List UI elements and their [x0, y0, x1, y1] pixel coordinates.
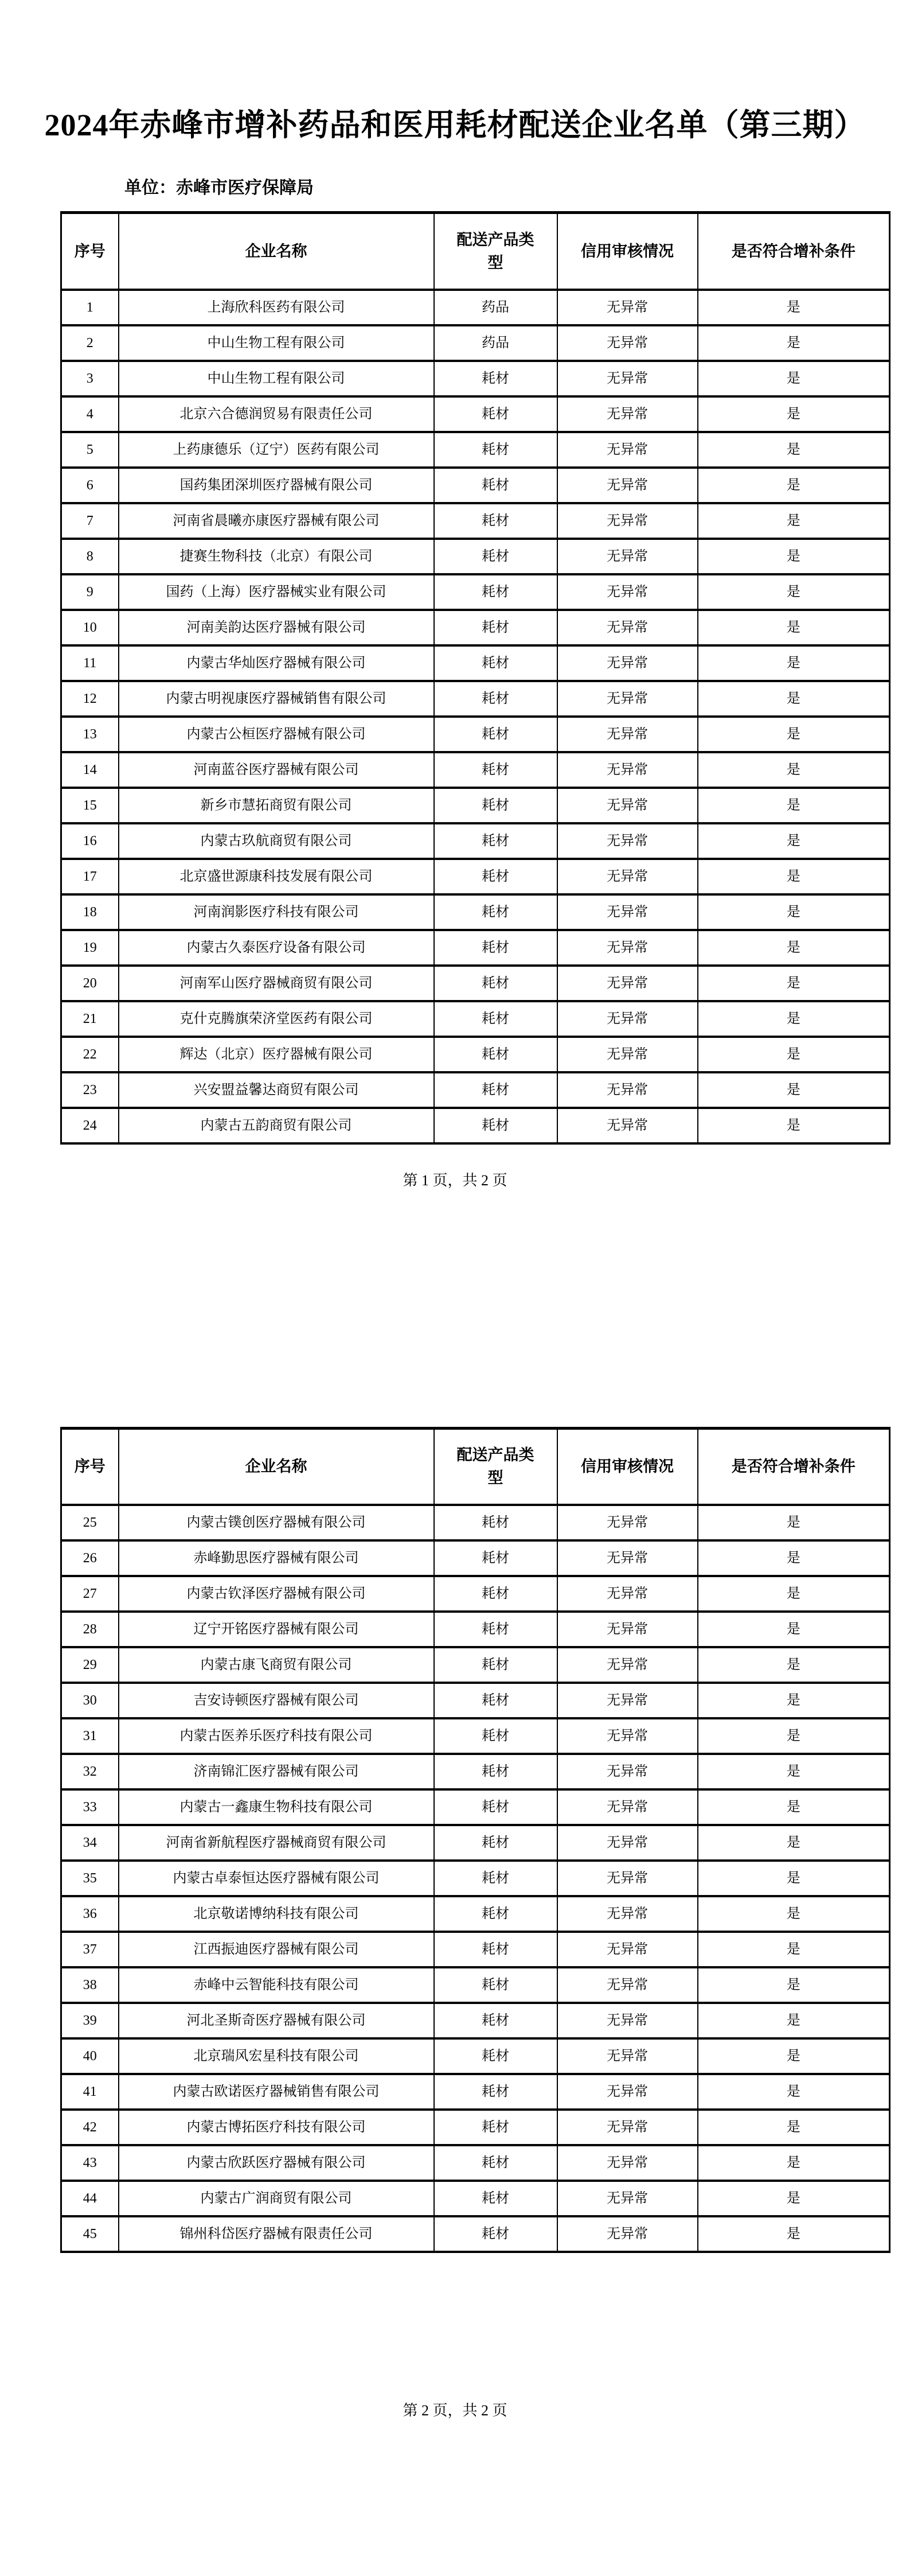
table-row: [61, 432, 890, 468]
table-body-page1: [61, 290, 890, 1143]
row-index: 7: [61, 503, 119, 539]
credit-status: 无异常: [557, 2145, 698, 2181]
meets-criteria: 是: [698, 2216, 890, 2252]
product-type: 耗材: [434, 503, 557, 539]
credit-status: 无异常: [557, 1647, 698, 1683]
meets-criteria: 是: [698, 1967, 890, 2003]
col-header-credit-status: 信用审核情况: [557, 213, 698, 290]
meets-criteria: 是: [698, 1037, 890, 1072]
meets-criteria: 是: [698, 1825, 890, 1861]
company-name: 辉达（北京）医疗器械有限公司: [119, 1037, 434, 1072]
table-row: [61, 1754, 890, 1789]
col-header-meets-criteria: 是否符合增补条件: [698, 1428, 890, 1505]
table-row: [61, 1001, 890, 1037]
company-name: 河北圣斯奇医疗器械有限公司: [119, 2003, 434, 2038]
row-index: 28: [61, 1612, 119, 1647]
meets-criteria: 是: [698, 717, 890, 752]
credit-status: 无异常: [557, 2110, 698, 2145]
table-row: [61, 574, 890, 610]
table-row: [61, 2038, 890, 2074]
meets-criteria: 是: [698, 2181, 890, 2216]
company-name: 兴安盟益馨达商贸有限公司: [119, 1072, 434, 1108]
product-type: 耗材: [434, 2074, 557, 2110]
product-type: 耗材: [434, 2003, 557, 2038]
table-row: [61, 966, 890, 1001]
table-header-row: [61, 213, 890, 290]
credit-status: 无异常: [557, 645, 698, 681]
row-index: 22: [61, 1037, 119, 1072]
company-name: 内蒙古广润商贸有限公司: [119, 2181, 434, 2216]
meets-criteria: 是: [698, 1612, 890, 1647]
meets-criteria: 是: [698, 2074, 890, 2110]
meets-criteria: 是: [698, 930, 890, 966]
table-row: [61, 894, 890, 930]
issuing-unit: 单位：赤峰市医疗保障局: [124, 178, 314, 197]
table-row: [61, 1576, 890, 1612]
meets-criteria: 是: [698, 1001, 890, 1037]
row-index: 11: [61, 645, 119, 681]
credit-status: 无异常: [557, 1505, 698, 1540]
product-type: 耗材: [434, 361, 557, 396]
table-row: [61, 396, 890, 432]
row-index: 6: [61, 468, 119, 503]
row-index: 27: [61, 1576, 119, 1612]
product-type: 药品: [434, 290, 557, 325]
product-type: 耗材: [434, 1789, 557, 1825]
company-name: 内蒙古卓泰恒达医疗器械有限公司: [119, 1861, 434, 1896]
credit-status: 无异常: [557, 823, 698, 859]
row-index: 44: [61, 2181, 119, 2216]
credit-status: 无异常: [557, 468, 698, 503]
company-name: 内蒙古公桓医疗器械有限公司: [119, 717, 434, 752]
table-row: [61, 2181, 890, 2216]
meets-criteria: 是: [698, 1647, 890, 1683]
credit-status: 无异常: [557, 1861, 698, 1896]
meets-criteria: 是: [698, 894, 890, 930]
credit-status: 无异常: [557, 610, 698, 645]
table-row: [61, 681, 890, 717]
row-index: 12: [61, 681, 119, 717]
credit-status: 无异常: [557, 2074, 698, 2110]
product-type: 耗材: [434, 1647, 557, 1683]
company-name: 内蒙古镤创医疗器械有限公司: [119, 1505, 434, 1540]
credit-status: 无异常: [557, 1967, 698, 2003]
col-header-meets-criteria: 是否符合增补条件: [698, 213, 890, 290]
product-type: 耗材: [434, 468, 557, 503]
meets-criteria: 是: [698, 325, 890, 361]
meets-criteria: 是: [698, 1789, 890, 1825]
row-index: 15: [61, 788, 119, 823]
row-index: 16: [61, 823, 119, 859]
col-header-index: 序号: [61, 1428, 119, 1505]
meets-criteria: 是: [698, 752, 890, 788]
meets-criteria: 是: [698, 1108, 890, 1143]
table-row: [61, 503, 890, 539]
company-name: 内蒙古欣跃医疗器械有限公司: [119, 2145, 434, 2181]
row-index: 31: [61, 1718, 119, 1754]
table-row: [61, 2003, 890, 2038]
company-name: 北京瑞风宏星科技有限公司: [119, 2038, 434, 2074]
meets-criteria: 是: [698, 1505, 890, 1540]
meets-criteria: 是: [698, 610, 890, 645]
meets-criteria: 是: [698, 2038, 890, 2074]
table-row: [61, 1932, 890, 1967]
col-header-company-name: 企业名称: [119, 213, 434, 290]
row-index: 14: [61, 752, 119, 788]
table-row: [61, 1896, 890, 1932]
company-name: 北京盛世源康科技发展有限公司: [119, 859, 434, 894]
product-type: 耗材: [434, 645, 557, 681]
product-type: 耗材: [434, 610, 557, 645]
table-body-page2: [61, 1505, 890, 2252]
meets-criteria: 是: [698, 290, 890, 325]
meets-criteria: 是: [698, 503, 890, 539]
row-index: 25: [61, 1505, 119, 1540]
table-row: [61, 1718, 890, 1754]
meets-criteria: 是: [698, 645, 890, 681]
company-name: 内蒙古久泰医疗设备有限公司: [119, 930, 434, 966]
credit-status: 无异常: [557, 930, 698, 966]
meets-criteria: 是: [698, 396, 890, 432]
credit-status: 无异常: [557, 1789, 698, 1825]
product-type: 耗材: [434, 539, 557, 574]
product-type: 耗材: [434, 1861, 557, 1896]
company-name: 中山生物工程有限公司: [119, 325, 434, 361]
product-type: 耗材: [434, 681, 557, 717]
meets-criteria: 是: [698, 432, 890, 468]
credit-status: 无异常: [557, 1037, 698, 1072]
col-header-company-name: 企业名称: [119, 1428, 434, 1505]
company-name: 河南美韵达医疗器械有限公司: [119, 610, 434, 645]
company-name: 国药集团深圳医疗器械有限公司: [119, 468, 434, 503]
row-index: 2: [61, 325, 119, 361]
company-name: 中山生物工程有限公司: [119, 361, 434, 396]
credit-status: 无异常: [557, 1001, 698, 1037]
company-name: 河南润影医疗科技有限公司: [119, 894, 434, 930]
product-type: 耗材: [434, 1540, 557, 1576]
credit-status: 无异常: [557, 1108, 698, 1143]
table-row: [61, 752, 890, 788]
product-type: 耗材: [434, 966, 557, 1001]
meets-criteria: 是: [698, 1896, 890, 1932]
company-name: 济南锦汇医疗器械有限公司: [119, 1754, 434, 1789]
credit-status: 无异常: [557, 1540, 698, 1576]
credit-status: 无异常: [557, 1612, 698, 1647]
table-row: [61, 1967, 890, 2003]
company-name: 新乡市慧拓商贸有限公司: [119, 788, 434, 823]
meets-criteria: 是: [698, 1754, 890, 1789]
table-row: [61, 1037, 890, 1072]
row-index: 38: [61, 1967, 119, 2003]
col-header-index: 序号: [61, 213, 119, 290]
product-type: 耗材: [434, 2216, 557, 2252]
product-type: 耗材: [434, 2110, 557, 2145]
meets-criteria: 是: [698, 2003, 890, 2038]
table-row: [61, 1505, 890, 1540]
company-name: 内蒙古五韵商贸有限公司: [119, 1108, 434, 1143]
row-index: 43: [61, 2145, 119, 2181]
row-index: 42: [61, 2110, 119, 2145]
col-header-product-type: 配送产品类型: [434, 1428, 557, 1505]
row-index: 32: [61, 1754, 119, 1789]
table-row: [61, 1647, 890, 1683]
meets-criteria: 是: [698, 1683, 890, 1718]
product-type: 耗材: [434, 1825, 557, 1861]
table-header-row: [61, 1428, 890, 1505]
companies-table-page1: [60, 211, 891, 1145]
product-type: 耗材: [434, 1001, 557, 1037]
col-header-product-type: 配送产品类型: [434, 213, 557, 290]
row-index: 1: [61, 290, 119, 325]
company-name: 内蒙古一鑫康生物科技有限公司: [119, 1789, 434, 1825]
table-row: [61, 1108, 890, 1143]
table-row: [61, 2110, 890, 2145]
company-name: 北京六合德润贸易有限责任公司: [119, 396, 434, 432]
product-type: 耗材: [434, 1896, 557, 1932]
table-row: [61, 645, 890, 681]
row-index: 40: [61, 2038, 119, 2074]
row-index: 21: [61, 1001, 119, 1037]
product-type: 耗材: [434, 894, 557, 930]
row-index: 17: [61, 859, 119, 894]
credit-status: 无异常: [557, 2003, 698, 2038]
meets-criteria: 是: [698, 1576, 890, 1612]
product-type: 耗材: [434, 432, 557, 468]
credit-status: 无异常: [557, 681, 698, 717]
table-row: [61, 823, 890, 859]
meets-criteria: 是: [698, 1072, 890, 1108]
product-type: 耗材: [434, 1108, 557, 1143]
meets-criteria: 是: [698, 1718, 890, 1754]
table-row: [61, 325, 890, 361]
credit-status: 无异常: [557, 1576, 698, 1612]
company-name: 捷赛生物科技（北京）有限公司: [119, 539, 434, 574]
product-type: 耗材: [434, 717, 557, 752]
product-type: 耗材: [434, 823, 557, 859]
meets-criteria: 是: [698, 361, 890, 396]
table-row: [61, 2145, 890, 2181]
product-type: 耗材: [434, 1683, 557, 1718]
row-index: 13: [61, 717, 119, 752]
row-index: 34: [61, 1825, 119, 1861]
row-index: 35: [61, 1861, 119, 1896]
row-index: 4: [61, 396, 119, 432]
companies-table-page2: [60, 1427, 891, 2254]
credit-status: 无异常: [557, 361, 698, 396]
product-type: 耗材: [434, 752, 557, 788]
row-index: 36: [61, 1896, 119, 1932]
table-row: [61, 361, 890, 396]
product-type: 耗材: [434, 1754, 557, 1789]
credit-status: 无异常: [557, 1825, 698, 1861]
credit-status: 无异常: [557, 290, 698, 325]
credit-status: 无异常: [557, 2216, 698, 2252]
credit-status: 无异常: [557, 859, 698, 894]
company-name: 内蒙古钦泽医疗器械有限公司: [119, 1576, 434, 1612]
table-row: [61, 930, 890, 966]
product-type: 耗材: [434, 859, 557, 894]
company-name: 内蒙古欧诺医疗器械销售有限公司: [119, 2074, 434, 2110]
row-index: 3: [61, 361, 119, 396]
meets-criteria: 是: [698, 539, 890, 574]
product-type: 耗材: [434, 1612, 557, 1647]
company-name: 克什克腾旗荣济堂医药有限公司: [119, 1001, 434, 1037]
credit-status: 无异常: [557, 2038, 698, 2074]
product-type: 耗材: [434, 1932, 557, 1967]
company-name: 吉安诗顿医疗器械有限公司: [119, 1683, 434, 1718]
meets-criteria: 是: [698, 1932, 890, 1967]
table-row: [61, 1789, 890, 1825]
credit-status: 无异常: [557, 574, 698, 610]
product-type: 耗材: [434, 2181, 557, 2216]
page-indicator-2: 第 2 页，共 2 页: [403, 2402, 507, 2419]
product-type: 耗材: [434, 1967, 557, 2003]
company-name: 内蒙古博拓医疗科技有限公司: [119, 2110, 434, 2145]
row-index: 37: [61, 1932, 119, 1967]
product-type: 耗材: [434, 1037, 557, 1072]
table-row: [61, 1861, 890, 1896]
company-name: 上海欣科医药有限公司: [119, 290, 434, 325]
meets-criteria: 是: [698, 859, 890, 894]
row-index: 5: [61, 432, 119, 468]
meets-criteria: 是: [698, 966, 890, 1001]
product-type: 耗材: [434, 2038, 557, 2074]
table-row: [61, 610, 890, 645]
col-header-credit-status: 信用审核情况: [557, 1428, 698, 1505]
page-indicator-1: 第 1 页，共 2 页: [403, 1172, 507, 1189]
company-name: 内蒙古医养乐医疗科技有限公司: [119, 1718, 434, 1754]
row-index: 41: [61, 2074, 119, 2110]
table-row: [61, 788, 890, 823]
credit-status: 无异常: [557, 717, 698, 752]
meets-criteria: 是: [698, 468, 890, 503]
company-name: 北京敬诺博纳科技有限公司: [119, 1896, 434, 1932]
company-name: 赤峰中云智能科技有限公司: [119, 1967, 434, 2003]
product-type: 耗材: [434, 2145, 557, 2181]
credit-status: 无异常: [557, 539, 698, 574]
credit-status: 无异常: [557, 1932, 698, 1967]
company-name: 河南省新航程医疗器械商贸有限公司: [119, 1825, 434, 1861]
company-name: 上药康德乐（辽宁）医药有限公司: [119, 432, 434, 468]
row-index: 39: [61, 2003, 119, 2038]
product-type: 耗材: [434, 788, 557, 823]
credit-status: 无异常: [557, 1072, 698, 1108]
company-name: 内蒙古康飞商贸有限公司: [119, 1647, 434, 1683]
meets-criteria: 是: [698, 1540, 890, 1576]
row-index: 24: [61, 1108, 119, 1143]
row-index: 19: [61, 930, 119, 966]
product-type: 耗材: [434, 930, 557, 966]
table-row: [61, 290, 890, 325]
credit-status: 无异常: [557, 325, 698, 361]
company-name: 江西振迪医疗器械有限公司: [119, 1932, 434, 1967]
product-type: 耗材: [434, 1072, 557, 1108]
meets-criteria: 是: [698, 823, 890, 859]
row-index: 29: [61, 1647, 119, 1683]
product-type: 耗材: [434, 396, 557, 432]
product-type: 耗材: [434, 1576, 557, 1612]
row-index: 20: [61, 966, 119, 1001]
product-type: 耗材: [434, 1718, 557, 1754]
company-name: 赤峰勤思医疗器械有限公司: [119, 1540, 434, 1576]
row-index: 8: [61, 539, 119, 574]
product-type: 药品: [434, 325, 557, 361]
meets-criteria: 是: [698, 574, 890, 610]
meets-criteria: 是: [698, 2145, 890, 2181]
table-row: [61, 1612, 890, 1647]
row-index: 9: [61, 574, 119, 610]
company-name: 内蒙古玖航商贸有限公司: [119, 823, 434, 859]
credit-status: 无异常: [557, 396, 698, 432]
meets-criteria: 是: [698, 681, 890, 717]
row-index: 45: [61, 2216, 119, 2252]
table-row: [61, 2216, 890, 2252]
row-index: 30: [61, 1683, 119, 1718]
table-row: [61, 717, 890, 752]
credit-status: 无异常: [557, 894, 698, 930]
table-row: [61, 1540, 890, 1576]
credit-status: 无异常: [557, 1754, 698, 1789]
row-index: 23: [61, 1072, 119, 1108]
table-row: [61, 539, 890, 574]
row-index: 18: [61, 894, 119, 930]
table-row: [61, 1825, 890, 1861]
table-row: [61, 468, 890, 503]
document-title: 2024年赤峰市增补药品和医用耗材配送企业名单（第三期）: [44, 108, 866, 142]
credit-status: 无异常: [557, 432, 698, 468]
meets-criteria: 是: [698, 1861, 890, 1896]
table-row: [61, 859, 890, 894]
table-row: [61, 1072, 890, 1108]
credit-status: 无异常: [557, 2181, 698, 2216]
row-index: 10: [61, 610, 119, 645]
credit-status: 无异常: [557, 1896, 698, 1932]
company-name: 内蒙古华灿医疗器械有限公司: [119, 645, 434, 681]
credit-status: 无异常: [557, 503, 698, 539]
company-name: 辽宁开铭医疗器械有限公司: [119, 1612, 434, 1647]
company-name: 河南蓝谷医疗器械有限公司: [119, 752, 434, 788]
company-name: 河南军山医疗器械商贸有限公司: [119, 966, 434, 1001]
credit-status: 无异常: [557, 966, 698, 1001]
product-type: 耗材: [434, 574, 557, 610]
credit-status: 无异常: [557, 752, 698, 788]
table-row: [61, 1683, 890, 1718]
credit-status: 无异常: [557, 1683, 698, 1718]
credit-status: 无异常: [557, 788, 698, 823]
company-name: 河南省晨曦亦康医疗器械有限公司: [119, 503, 434, 539]
company-name: 内蒙古明视康医疗器械销售有限公司: [119, 681, 434, 717]
row-index: 33: [61, 1789, 119, 1825]
meets-criteria: 是: [698, 2110, 890, 2145]
company-name: 国药（上海）医疗器械实业有限公司: [119, 574, 434, 610]
product-type: 耗材: [434, 1505, 557, 1540]
credit-status: 无异常: [557, 1718, 698, 1754]
row-index: 26: [61, 1540, 119, 1576]
company-name: 锦州科岱医疗器械有限责任公司: [119, 2216, 434, 2252]
meets-criteria: 是: [698, 788, 890, 823]
table-row: [61, 2074, 890, 2110]
